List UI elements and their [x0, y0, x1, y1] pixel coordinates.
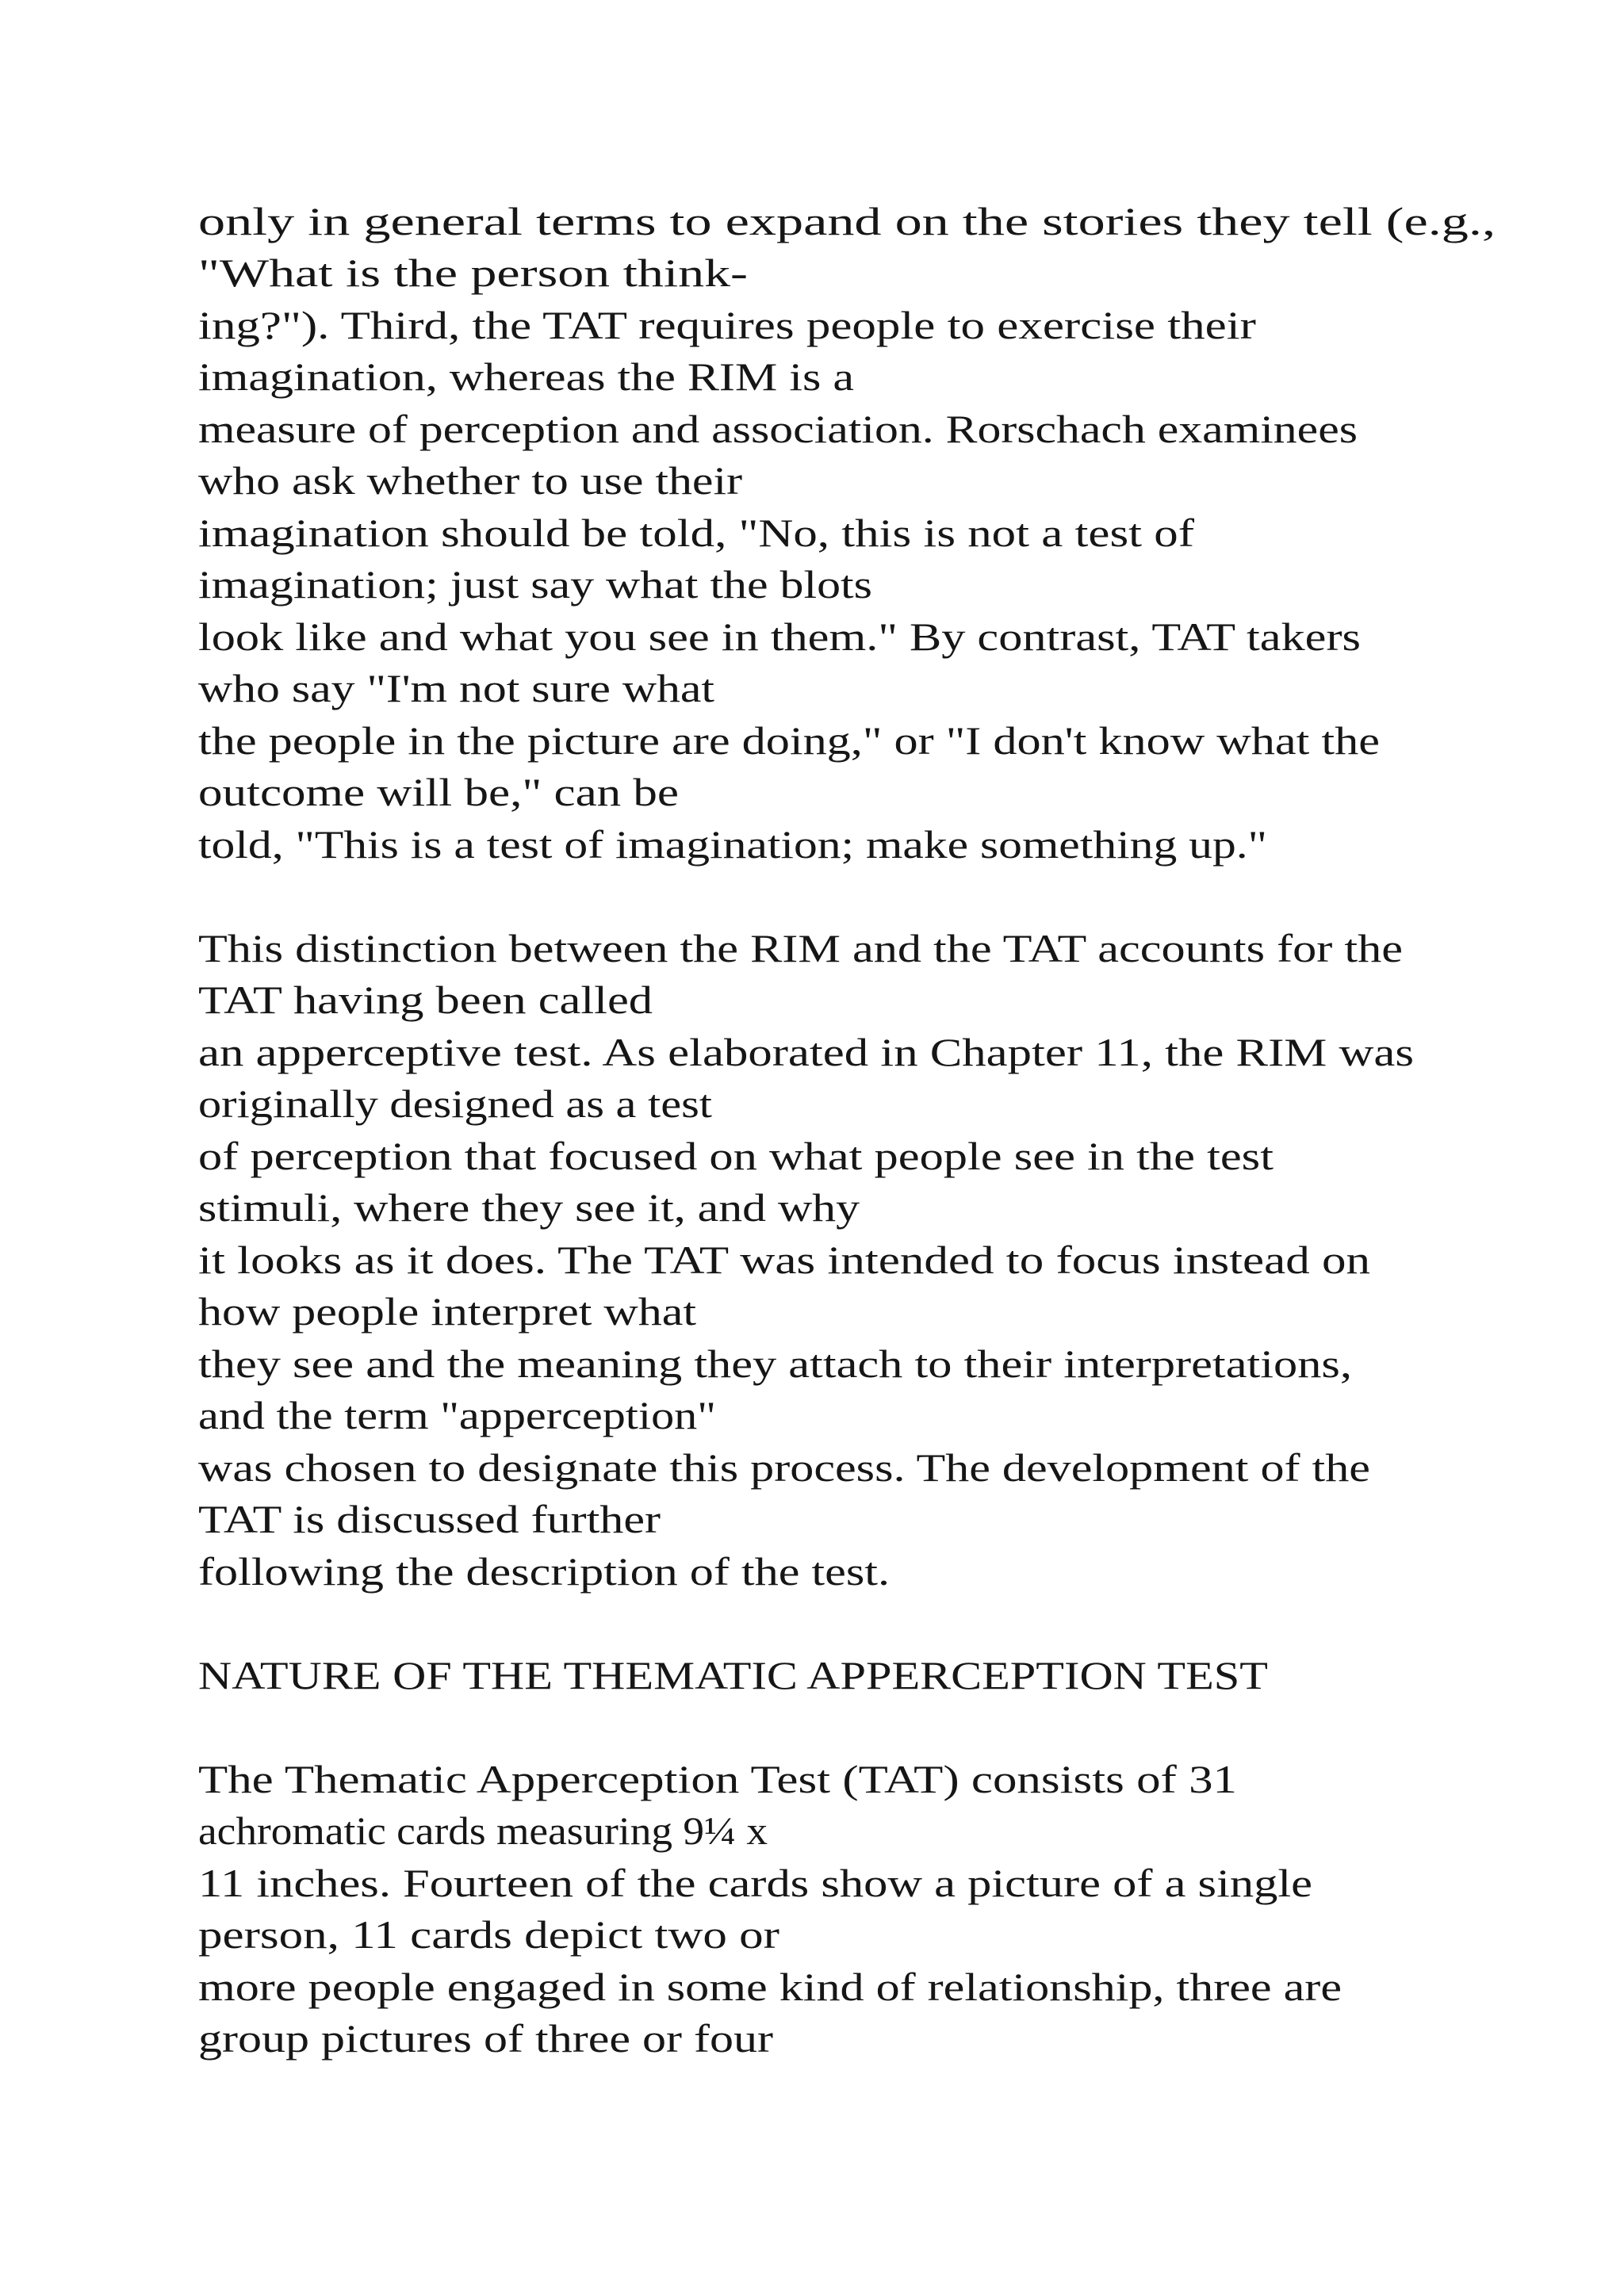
text-line: outcome will be," can be	[198, 770, 679, 814]
text-line: The Thematic Apperception Test (TAT) consists of 31	[198, 1757, 1237, 1801]
text-line: person, 11 cards depict two or	[198, 1912, 780, 1957]
text-line: achromatic cards measuring 9¼ x	[198, 1808, 768, 1853]
text-line: it looks as it does. The TAT was intended to focus instead on	[198, 1238, 1370, 1282]
text-line: imagination, whereas the RIM is a	[198, 354, 854, 399]
text-line: the people in the picture are doing," or "I don't know what the	[198, 718, 1381, 763]
text-line: how people interpret what	[198, 1289, 697, 1334]
text-line: who ask whether to use their	[198, 458, 743, 503]
text-line: an apperceptive test. As elaborated in Chapter 11, the RIM was	[198, 1030, 1415, 1074]
text-line: and the term "apperception"	[198, 1393, 716, 1437]
section-heading: NATURE OF THE THEMATIC APPERCEPTION TEST	[198, 1653, 1268, 1697]
text-line: of perception that focused on what people see in the test	[198, 1134, 1274, 1178]
text-line: was chosen to designate this process. The development of the	[198, 1445, 1370, 1490]
text-line: told, "This is a test of imagination; make something up."	[198, 822, 1267, 867]
text-line: 11 inches. Fourteen of the cards show a picture of a single	[198, 1861, 1312, 1905]
text-line: TAT is discussed further	[198, 1497, 661, 1541]
text-line: "What is the person think-	[198, 251, 748, 295]
text-line: imagination; just say what the blots	[198, 562, 872, 607]
text-line: measure of perception and association. Rorschach examinees	[198, 407, 1358, 451]
text-line: TAT having been called	[198, 978, 653, 1022]
text-line: imagination should be told, "No, this is not a test of	[198, 511, 1195, 555]
text-line: This distinction between the RIM and the TAT accounts for the	[198, 926, 1404, 970]
text-line: look like and what you see in them." By contrast, TAT takers	[198, 614, 1361, 659]
text-line: who say "I'm not sure what	[198, 666, 715, 710]
text-line: group pictures of three or four	[198, 2016, 774, 2061]
text-line: stimuli, where they see it, and why	[198, 1185, 860, 1230]
text-line: ing?"). Third, the TAT requires people to exercise their	[198, 303, 1257, 347]
text-line: originally designed as a test	[198, 1081, 713, 1126]
text-line: they see and the meaning they attach to their interpretations,	[198, 1341, 1352, 1386]
text-line: following the description of the test.	[198, 1549, 890, 1594]
text-line: only in general terms to expand on the stories they tell (e.g.,	[198, 199, 1496, 243]
text-line: more people engaged in some kind of relationship, three are	[198, 1965, 1342, 2009]
